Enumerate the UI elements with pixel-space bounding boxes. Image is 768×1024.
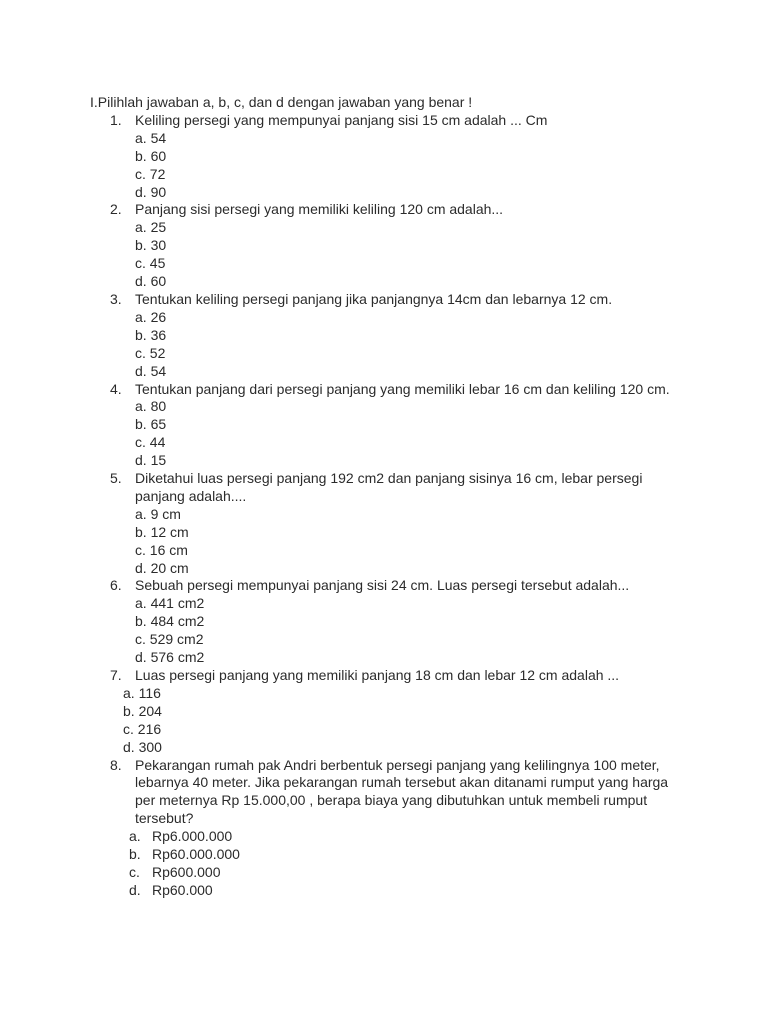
option-d: d. 90 bbox=[135, 183, 167, 200]
question-text: Luas persegi panjang yang memiliki panjang 18 cm dan lebar 12 cm adalah ... bbox=[135, 667, 620, 683]
option-a: a. 116 bbox=[123, 684, 161, 701]
option-list bbox=[135, 506, 690, 578]
option-b: b. 65 bbox=[135, 416, 167, 433]
option-letter: a. bbox=[129, 828, 141, 845]
option-a: a. 9 cm bbox=[135, 505, 181, 522]
question-text: Diketahui luas persegi panjang 192 cm2 dan panjang sisinya 16 cm, lebar persegi panjang adalah.... bbox=[135, 470, 643, 504]
option-list bbox=[135, 309, 690, 381]
option-d: d. 20 cm bbox=[135, 559, 189, 576]
question-5 bbox=[90, 470, 690, 577]
option-a: a. 26 bbox=[135, 308, 167, 325]
question-text: Sebuah persegi mempunyai panjang sisi 24 cm. Luas persegi tersebut adalah... bbox=[135, 577, 630, 594]
option-list bbox=[129, 828, 690, 900]
option-d bbox=[129, 882, 690, 900]
question-number: 3. bbox=[110, 290, 122, 307]
option-a: a. 25 bbox=[135, 219, 167, 236]
question-number: 8. bbox=[110, 756, 122, 773]
option-b: b. 60 bbox=[135, 147, 167, 164]
option-c: c. 52 bbox=[135, 344, 166, 361]
question-number: 2. bbox=[110, 201, 122, 218]
question-8 bbox=[90, 757, 690, 900]
option-b: b. 12 cm bbox=[135, 523, 189, 540]
option-b: b. 484 cm2 bbox=[135, 613, 205, 630]
option-list bbox=[123, 685, 690, 757]
question-number: 4. bbox=[110, 380, 122, 397]
question-number: 1. bbox=[110, 111, 122, 128]
question-7 bbox=[90, 667, 690, 757]
option-c: c. 45 bbox=[135, 255, 166, 272]
option-letter: c. bbox=[129, 863, 140, 880]
question-text: Keliling persegi yang mempunyai panjang sisi 15 cm adalah ... Cm bbox=[135, 111, 548, 128]
option-text: Rp60.000.000 bbox=[152, 846, 240, 863]
option-d: d. 15 bbox=[135, 452, 167, 469]
option-list bbox=[135, 398, 690, 470]
option-list bbox=[135, 130, 690, 202]
question-text: Tentukan panjang dari persegi panjang yang memiliki lebar 16 cm dan keliling 120 cm. bbox=[135, 380, 670, 397]
option-text: Rp6.000.000 bbox=[152, 828, 233, 845]
option-b: b. 30 bbox=[135, 237, 167, 254]
question-4 bbox=[90, 381, 690, 471]
option-c: c. 72 bbox=[135, 165, 166, 182]
option-a: a. 54 bbox=[135, 129, 167, 146]
option-a: a. 80 bbox=[135, 398, 167, 415]
option-c: c. 44 bbox=[135, 434, 166, 451]
option-a: a. 441 cm2 bbox=[135, 595, 205, 612]
option-c: c. 529 cm2 bbox=[135, 631, 204, 648]
quiz-document bbox=[90, 94, 690, 900]
option-b: b. 204 bbox=[123, 702, 162, 719]
option-d: d. 54 bbox=[135, 362, 167, 379]
question-3 bbox=[90, 291, 690, 381]
question-number: 7. bbox=[110, 667, 122, 683]
question-2 bbox=[90, 201, 690, 291]
question-1 bbox=[90, 112, 690, 202]
option-b bbox=[129, 846, 690, 864]
option-c: c. 16 cm bbox=[135, 541, 188, 558]
option-list bbox=[135, 219, 690, 291]
question-text: Panjang sisi persegi yang memiliki keliling 120 cm adalah... bbox=[135, 201, 504, 218]
option-c: c. 216 bbox=[123, 720, 162, 737]
option-d: d. 60 bbox=[135, 273, 167, 290]
question-text: Tentukan keliling persegi panjang jika panjangnya 14cm dan lebarnya 12 cm. bbox=[135, 290, 613, 307]
option-list bbox=[135, 595, 690, 667]
option-c bbox=[129, 864, 690, 882]
option-a bbox=[129, 828, 690, 846]
question-number: 5. bbox=[110, 470, 122, 487]
option-text: Rp60.000 bbox=[152, 881, 213, 898]
option-letter: d. bbox=[129, 881, 141, 898]
question-number: 6. bbox=[110, 577, 122, 594]
option-d: d. 576 cm2 bbox=[135, 649, 205, 666]
option-text: Rp600.000 bbox=[152, 863, 221, 880]
option-d: d. 300 bbox=[123, 738, 162, 755]
instruction-heading: I.Pilihlah jawaban a, b, c, dan d dengan jawaban yang benar ! bbox=[90, 94, 473, 110]
question-text: Pekarangan rumah pak Andri berbentuk persegi panjang yang kelilingnya 100 meter, lebarnya 40 meter. Jika pekarangan rumah tersebut akan ditanami rumput yang harga per meternya Rp 15.000,00 , berapa biaya yang dibutuhkan untuk membeli rumput tersebut? bbox=[135, 756, 669, 827]
question-6 bbox=[90, 577, 690, 667]
option-letter: b. bbox=[129, 846, 141, 863]
option-b: b. 36 bbox=[135, 326, 167, 343]
